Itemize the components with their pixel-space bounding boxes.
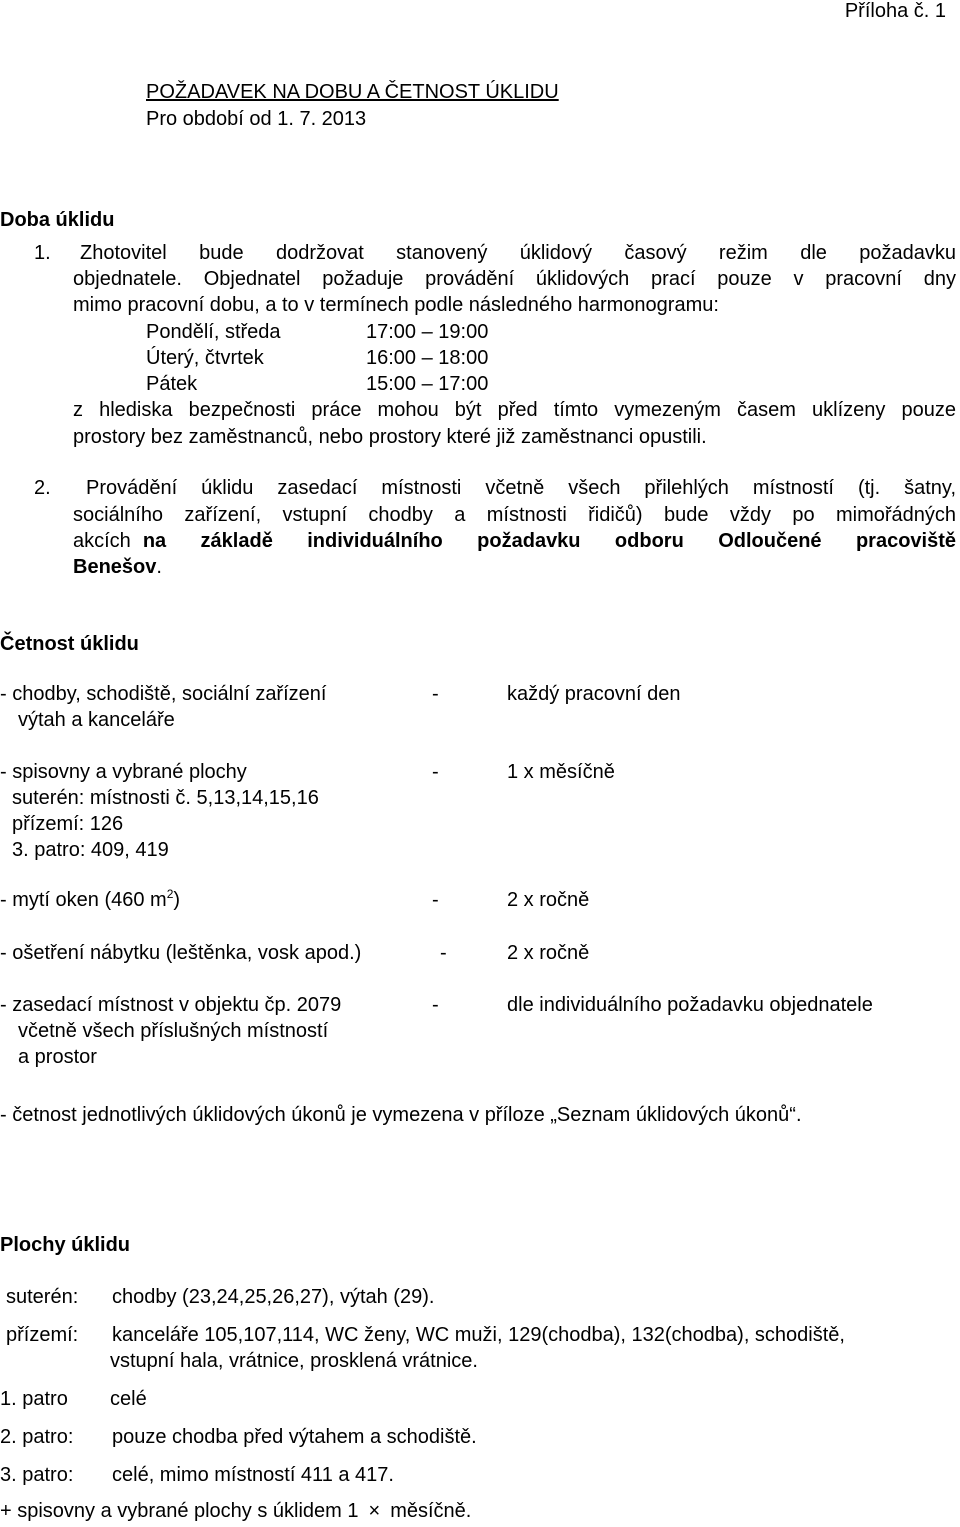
frequency-value: každý pracovní den: [507, 683, 681, 705]
schedule-days: Pondělí, středa: [146, 321, 281, 343]
item-2-line-2: sociálního zařízení, vstupní chodby a místnosti řidičů) bude vždy po mimořádných: [73, 504, 956, 526]
area-text: celé, mimo místností 411 a 417.: [112, 1464, 394, 1486]
item-1-line-5: prostory bez zaměstnanců, nebo prostory které již zaměstnanci opustili.: [73, 426, 707, 448]
area-text: celé: [110, 1388, 147, 1410]
frequency-dash: -: [432, 994, 439, 1016]
area-text: pouze chodba před výtahem a schodiště.: [112, 1426, 477, 1448]
document-title: POŽADAVEK NA DOBU A ČETNOST ÚKLIDU: [146, 81, 559, 103]
schedule-time: 16:00 – 18:00: [366, 347, 489, 369]
item-2-number: 2.: [34, 477, 51, 499]
item-1-line-1: Zhotovitel bude dodržovat stanovený úklidový časový režim dle požadavku: [80, 242, 956, 264]
area-text-continued: vstupní hala, vrátnice, prosklená vrátnice.: [110, 1350, 478, 1372]
item-2-period: .: [156, 556, 162, 578]
area-text: chodby (23,24,25,26,27), výtah (29).: [112, 1286, 435, 1308]
frequency-value: 2 x ročně: [507, 942, 590, 964]
item-1-line-4: z hlediska bezpečnosti práce mohou být před tímto vymezeným časem uklízeny pouze: [73, 399, 956, 421]
schedule-days: Pátek: [146, 373, 198, 395]
area-label: 2. patro:: [0, 1426, 74, 1448]
item-1-line-2: objednatele. Objednatel požaduje provádění úklidových prací pouze v pracovní dny: [73, 268, 956, 290]
frequency-value: 2 x ročně: [507, 889, 590, 911]
area-footer-text: + spisovny a vybrané plochy s úklidem 1: [0, 1500, 359, 1522]
item-2-line-3-bold: na základě individuálního požadavku odboru Odloučené pracoviště: [142, 530, 956, 552]
frequency-item-sub: výtah a kanceláře: [18, 709, 175, 731]
frequency-dash: -: [432, 889, 439, 911]
section-heading-cetnost: Četnost úklidu: [0, 633, 139, 655]
times-symbol: ×: [368, 1500, 381, 1522]
area-text: kanceláře 105,107,114, WC ženy, WC muži, 129(chodba), 132(chodba), schodiště,: [112, 1324, 845, 1346]
frequency-item-sub: a prostor: [18, 1046, 97, 1068]
frequency-item: - spisovny a vybrané plochy: [0, 761, 247, 783]
frequency-value: 1 x měsíčně: [507, 761, 615, 783]
item-2-line-3-text: akcích: [73, 530, 131, 552]
frequency-item: - zasedací místnost v objektu čp. 2079: [0, 994, 342, 1016]
area-footer-end: měsíčně.: [390, 1500, 472, 1522]
frequency-item-sub: včetně všech příslušných místností: [18, 1020, 329, 1042]
frequency-item: - ošetření nábytku (leštěnka, vosk apod.): [0, 942, 362, 964]
item-2-line-3: [73, 528, 956, 554]
schedule-time: 17:00 – 19:00: [366, 321, 489, 343]
frequency-item-text: - mytí oken (460 m: [0, 889, 167, 911]
frequency-item-sub: přízemí: 126: [12, 813, 124, 835]
area-label: suterén:: [6, 1286, 79, 1308]
schedule-days: Úterý, čtvrtek: [146, 347, 264, 369]
area-footer: [0, 1498, 471, 1524]
section-heading-plochy: Plochy úklidu: [0, 1234, 131, 1256]
frequency-dash: -: [432, 761, 439, 783]
frequency-item-sub: suterén: místnosti č. 5,13,14,15,16: [12, 787, 319, 809]
frequency-item: - chodby, schodiště, sociální zařízení: [0, 683, 327, 705]
frequency-value: dle individuálního požadavku objednatele: [507, 994, 873, 1016]
attachment-label: Příloha č. 1: [844, 0, 946, 22]
frequency-dash: -: [440, 942, 447, 964]
item-2-bold-place: Benešov: [73, 556, 157, 578]
document-period: Pro období od 1. 7. 2013: [146, 108, 367, 130]
frequency-note: - četnost jednotlivých úklidových úkonů je vymezena v příloze „Seznam úklidových úkonů“.: [0, 1104, 802, 1126]
item-2-line-1: Provádění úklidu zasedací místnosti včetně všech přilehlých místností (tj. šatny,: [86, 477, 956, 499]
area-label: 3. patro:: [0, 1464, 74, 1486]
item-1-line-3: mimo pracovní dobu, a to v termínech podle následného harmonogramu:: [73, 294, 719, 316]
item-1-number: 1.: [34, 242, 51, 264]
frequency-item-close: ): [173, 889, 181, 911]
frequency-dash: -: [432, 683, 439, 705]
frequency-item: [0, 887, 180, 913]
schedule-time: 15:00 – 17:00: [366, 373, 489, 395]
area-label: 1. patro: [0, 1388, 68, 1410]
item-2-line-4: [73, 554, 162, 580]
section-heading-doba: Doba úklidu: [0, 209, 115, 231]
frequency-item-sub: 3. patro: 409, 419: [12, 839, 169, 861]
frequency-item-exponent: 2: [166, 887, 174, 901]
area-label: přízemí:: [6, 1324, 79, 1346]
